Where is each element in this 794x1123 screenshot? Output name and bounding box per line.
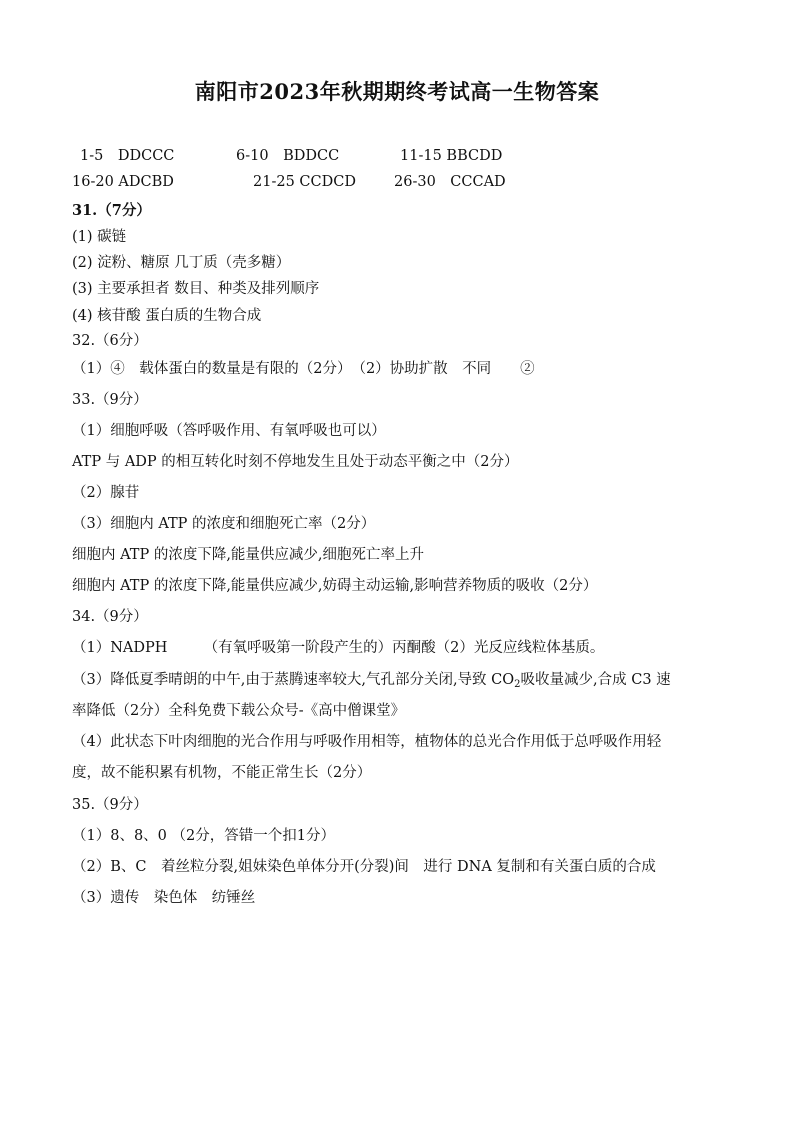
answer-line: 细胞内 ATP 的浓度下降,能量供应减少,妨碍主动运输,影响营养物质的吸收（2分） xyxy=(72,578,598,594)
mc-answers-26-30: 26-30 CCCAD xyxy=(394,174,506,190)
page-title: 南阳市2023年秋期期终考试高一生物答案 xyxy=(194,79,600,104)
answer-line: （1）NADPH （有氧呼吸第一阶段产生的）丙酮酸（2）光反应线粒体基质。 xyxy=(72,640,605,656)
answer-line: （3）遗传 染色体 纺锤丝 xyxy=(72,890,256,906)
answer-line-text: （3）降低夏季晴朗的中午,由于蒸腾速率较大,气孔部分关闭,导致 CO xyxy=(72,672,515,688)
mc-answers-6-10: 6-10 BDDCC xyxy=(236,148,340,164)
subscript: 2 xyxy=(514,679,521,690)
answer-line: （1）8、8、0 （2分，答错一个扣1分） xyxy=(72,828,335,844)
answer-line: (2) 淀粉、糖原 几丁质（壳多糖） xyxy=(72,255,291,271)
answer-line xyxy=(72,670,671,690)
answer-line: ATP 与 ADP 的相互转化时刻不停地发生且处于动态平衡之中（2分） xyxy=(72,454,519,470)
answer-line: （4）此状态下叶肉细胞的光合作用与呼吸作用相等，植物体的总光合作用低于总呼吸作用轻 xyxy=(72,734,662,750)
answer-line: （2）B、C 着丝粒分裂,姐妹染色单体分开(分裂)间 进行 DNA 复制和有关蛋白质的合成 xyxy=(72,859,656,875)
answer-line: 33.（9分） xyxy=(72,392,148,408)
answer-line: (1) 碳链 xyxy=(72,229,127,245)
answer-line: （3）细胞内 ATP 的浓度和细胞死亡率（2分） xyxy=(72,516,376,532)
answer-line: 率降低（2分）全科免费下载公众号-《高中僧课堂》 xyxy=(72,703,406,719)
answer-line: 31.（7分） xyxy=(72,202,151,219)
answer-line: 35.（9分） xyxy=(72,797,148,813)
mc-answers-11-15: 11-15 BBCDD xyxy=(400,148,503,164)
answer-line: （2）腺苷 xyxy=(72,485,140,501)
answer-line: 34.（9分） xyxy=(72,609,148,625)
mc-answers-21-25: 21-25 CCDCD xyxy=(253,174,356,190)
answer-line: （1）细胞呼吸（答呼吸作用、有氧呼吸也可以） xyxy=(72,423,386,439)
answer-line: (3) 主要承担者 数目、种类及排列顺序 xyxy=(72,281,320,297)
answer-line: 细胞内 ATP 的浓度下降,能量供应减少,细胞死亡率上升 xyxy=(72,547,425,563)
answer-line: 度，故不能积累有机物，不能正常生长（2分） xyxy=(72,765,372,781)
answer-line: （1）④ 载体蛋白的数量是有限的（2分） （2）协助扩散 不同 ② xyxy=(72,361,535,377)
mc-answers-1-5: 1-5 DDCCC xyxy=(80,148,175,164)
mc-answers-16-20: 16-20 ADCBD xyxy=(72,174,174,190)
answer-line-text: 吸收量减少,合成 C3 速 xyxy=(520,672,671,688)
answer-line: 32.（6分） xyxy=(72,333,148,349)
answer-line: (4) 核苷酸 蛋白质的生物合成 xyxy=(72,308,262,324)
